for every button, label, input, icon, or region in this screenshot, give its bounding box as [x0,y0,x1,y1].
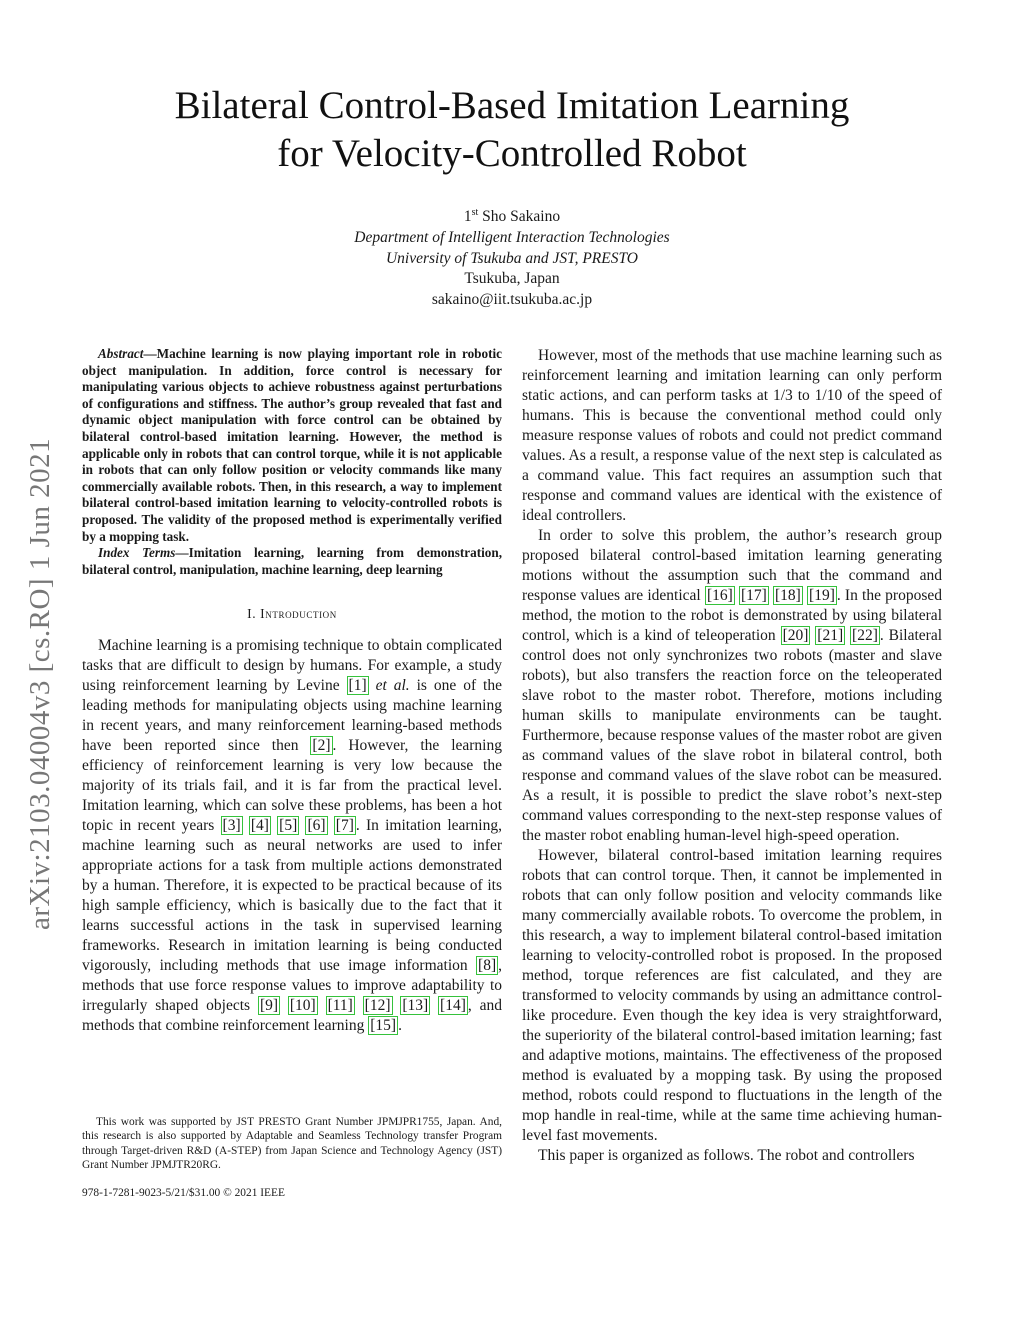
title-line-1: Bilateral Control-Based Imitation Learning [174,84,850,127]
copyright-notice: 978-1-7281-9023-5/21/$31.00 © 2021 IEEE [82,1187,285,1199]
index-terms-dash: — [175,545,189,561]
right-paragraph-1: However, most of the methods that use machine learning such as reinforcement learning and imitation learning can only perform static actions, and can perform tasks at 1/3 to 1/10 of the speed of humans. This is because the conventional method could only measure response values of robots and could not predict command values. As a result, a response value of the next step is calculated as a command value. This fact requires an assumption such that response and command values are identical with the existence of ideal controllers. [522,347,942,524]
intro-text-1: Machine learning is a promising technique to obtain complicated tasks that are difficult to design by humans. For example, a study using reinforcement learning by Levine [82,637,502,695]
right-p2-text-2: . In the proposed method, the motion to the robot is demonstrated by using bilateral control, which is a kind of teleoperation [522,587,943,644]
citation-link[interactable]: [3] [222,817,241,835]
right-column [522,346,942,1166]
citation-link[interactable]: [7] [335,817,354,835]
right-paragraph-2 [522,526,942,846]
right-paragraph-4: This paper is organized as follows. The robot and controllers [538,1147,915,1164]
citation-link[interactable]: [18] [775,587,801,604]
author-department: Department of Intelligent Interaction Technologies [354,228,670,246]
paper-title [0,82,1024,178]
author-ordinal-suffix: st [471,207,479,218]
section-heading-introduction [82,606,502,622]
citation-link[interactable]: [14] [440,997,466,1015]
citation-link[interactable]: [1] [348,677,367,695]
abstract-label: Abstract [98,346,144,361]
citation-link[interactable]: [12] [364,997,391,1015]
author-email[interactable]: sakaino@iit.tsukuba.ac.jp [431,290,593,308]
author-name-line [0,203,1024,228]
intro-paragraph-1 [82,636,502,1036]
left-column [82,346,502,1036]
funding-footnote: This work was supported by JST PRESTO Grant Number JPMJPR1755, Japan. And, this research is also supported by Adaptable and Seamless Technology transfer Program through Target-driven R&D (A-STEP) from Japan Science and Technology Agency (JST) Grant Number JPMJTR20RG. [82,1116,502,1172]
citation-link[interactable]: [4] [250,817,269,835]
citation-link[interactable]: [16] [706,587,733,604]
abstract [82,346,502,545]
right-p2-text-1: In order to solve this problem, the author’s research group proposed bilateral control-based imitation learning generating motions without the assumption such that the command and response values are identical [522,527,942,604]
section-title: Introduction [260,606,337,622]
intro-text-7: , and methods that combine reinforcement learning [82,997,502,1035]
citation-link[interactable]: [20] [782,627,809,644]
author-location: Tsukuba, Japan [464,270,560,288]
intro-text-6: , methods that use force response values to improve adaptability to irregularly shaped objects [82,957,502,1015]
et-al-text: et al. [375,677,410,695]
citation-link[interactable]: [22] [852,627,878,644]
citation-link[interactable]: [9] [259,997,279,1015]
citation-link[interactable]: [2] [312,737,331,755]
author-ordinal: 1 [463,208,472,226]
author-university: University of Tsukuba and JST, PRESTO [385,249,639,267]
section-number: I. [247,606,257,622]
right-paragraph-3: However, bilateral control-based imitation learning requires robots that can control torque. Then, it cannot be implemented in robots that can only follow position and velocity commands like many commercially available robots. To overcome the problem, in this research, a way to implement bilateral control-based imitation learning to velocity-controlled robot is proposed. In the proposed method, torque references are fist calculated, and they are transformed to velocity commands by using an admittance control-like procedure. Even though the key idea is very straightforward, the superiority of the bilateral control-based imitation learning; fast and adaptive motions, maintains. The effectiveness of the proposed method is evaluated by a mopping task. By using the proposed method, robots could respond to fluctuations in the length of the mop handle in real-time, while at the same time achieving human-level fast movements. [522,847,942,1144]
citation-link[interactable]: [6] [307,817,326,835]
author-name: Sho Sakaino [482,208,561,226]
citation-link[interactable]: [10] [289,997,316,1015]
abstract-text: Machine learning is now playing important role in robotic object manipulation. In addition, force control is necessary for manipulating various objects to achieve robustness against perturbations of configurations and stiffness. The author’s group revealed that fast and dynamic object manipulation with force control can be obtained by bilateral control-based imitation learning. However, the method is applicable only in robots that can control torque, while it is not applicable in robots that can only follow position or velocity commands like many commercially available robots. Then, in this research, a way to implement bilateral control-based imitation learning to velocity-controlled robots is proposed. The validity of the proposed method is experimentally verified by a mopping task. [82,346,502,544]
arxiv-side-identifier: arXiv:2103.04004v3 [cs.RO] 1 Jun 2021 [24,437,56,930]
intro-text-5: . In imitation learning, machine learning such as neural networks are used to infer appropriate actions for a task from multiple actions demonstrated by a human. Therefore, it is expected to be practical because of its high sample efficiency, which is basically due to the fact that it learns successful actions in the task in supervised learning frameworks. Research in imitation learning is being conducted vigorously, including methods that use image information [82,817,502,975]
intro-text-3: is one of the leading methods for manipulating objects using machine learning in recent years, and many reinforcement learning-based methods have been reported since then [82,677,502,755]
index-terms [82,545,502,578]
intro-text-4: . However, the learning efficiency of reinforcement learning is very low because the majority of its trials fail, and it is far from the practical level. Imitation learning, which can solve these problems, has been a hot topic in recent years [82,737,502,835]
citation-link[interactable]: [5] [279,817,298,835]
citation-link[interactable]: [17] [740,587,767,604]
abstract-dash: — [143,346,157,361]
citation-link[interactable]: [15] [370,1017,397,1035]
citation-link[interactable]: [19] [809,587,835,604]
index-terms-text: Imitation learning, learning from demonstration, bilateral control, manipulation, machine learning, deep learning [82,545,502,577]
author-block [0,203,1024,311]
citation-link[interactable]: [8] [478,957,497,975]
title-line-2: for Velocity-Controlled Robot [277,132,747,175]
index-terms-label: Index Terms [98,545,176,561]
citation-link[interactable]: [21] [817,627,844,644]
citation-link[interactable]: [13] [402,997,429,1015]
intro-text-8: . [398,1017,402,1035]
intro-text-2 [369,677,376,694]
citation-link[interactable]: [11] [327,997,353,1015]
right-p2-text-3: . Bilateral control does not only synchronizes two robots (master and slave robots), but also transfers the reaction force on the teleoperated slave robot to the master robot. Therefore, motions including human skills to manipulate environments can be taught. Furthermore, because response values of the master robot are given as command values of the slave robot in bilateral control, both response and command values of the slave robot can be measured. As a result, it is possible to predict the slave robot’s next-step command values corresponding to the next-step response values of the master robot enabling human-level high-speed operation. [522,627,942,844]
